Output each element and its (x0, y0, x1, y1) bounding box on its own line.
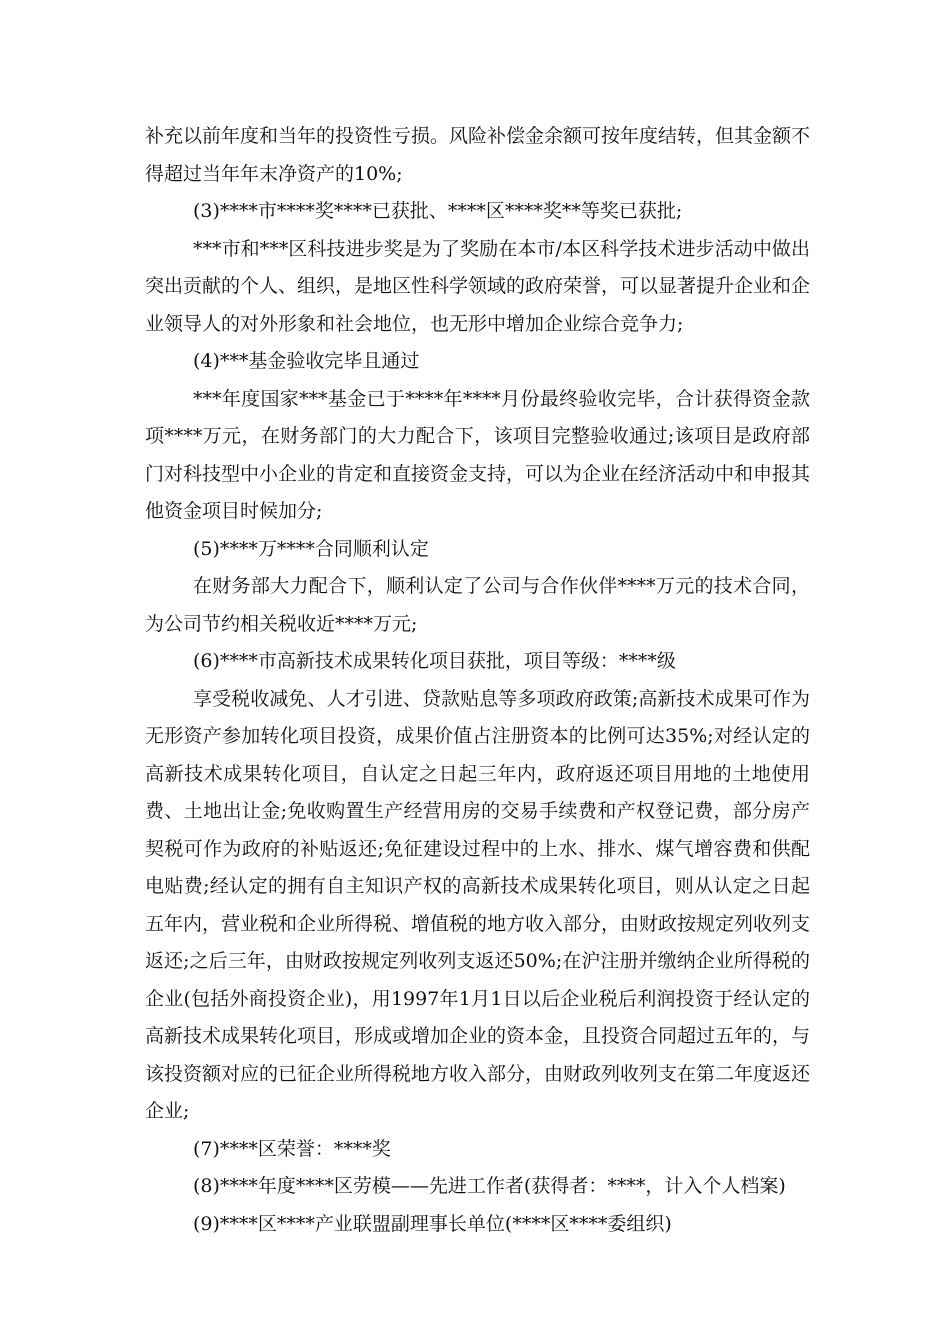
paragraph-12: (9)****区****产业联盟副理事长单位(****区****委组织) (193, 1212, 672, 1235)
paragraph-8: (6)****市高新技术成果转化项目获批，项目等级：****级 (193, 650, 676, 672)
paragraph-5: ***年度国家***基金已于****年****月份最终验收完毕，合计获得资金款项****万元，在财务部门的大力配合下，该项目完整验收通过;该项目是政府部门对科技型中小企业的肯定和直接资金支持，可以为企业在经济活动中和申报其他资金项目时候加分; (145, 387, 811, 522)
paragraph-10: (7)****区荣誉：****奖 (193, 1137, 391, 1160)
document-body (145, 118, 810, 1243)
paragraph-4: (4)***基金验收完毕且通过 (193, 350, 420, 372)
paragraph-2: (3)****市****奖****已获批、****区****奖**等奖已获批; (193, 200, 683, 222)
paragraph-1: 补充以前年度和当年的投资性亏损。风险补偿金余额可按年度结转，但其金额不得超过当年年末净资产的10%; (145, 125, 811, 185)
paragraph-9: 享受税收减免、人才引进、贷款贴息等多项政府政策;高新技术成果可作为无形资产参加转化项目投资，成果价值占注册资本的比例可达35%;对经认定的高新技术成果转化项目，自认定之日起三年内，政府返还项目用地的土地使用费、土地出让金;免收购置生产经营用房的交易手续费和产权登记费，部分房产契税可作为政府的补贴返还;免征建设过程中的上水、排水、煤气增容费和供配电贴费;经认定的拥有自主知识产权的高新技术成果转化项目，则从认定之日起五年内，营业税和企业所得税、增值税的地方收入部分，由财政按规定列收列支返还;之后三年，由财政按规定列收列支返还50%;在沪注册并缴纳企业所得税的企业(包括外商投资企业)，用1997年1月1日以后企业税后利润投资于经认定的高新技术成果转化项目，形成或增加企业的资本金，且投资合同超过五年的，与该投资额对应的已征企业所得税地方收入部分，由财政列收列支在第二年度返还企业; (145, 687, 811, 1122)
paragraph-7: 在财务部大力配合下，顺利认定了公司与合作伙伴****万元的技术合同，为公司节约相关税收近****万元; (145, 575, 810, 635)
paragraph-3: ***市和***区科技进步奖是为了奖励在本市/本区科学技术进步活动中做出突出贡献的个人、组织，是地区性科学领域的政府荣誉，可以显著提升企业和企业领导人的对外形象和社会地位，也无形中增加企业综合竞争力; (145, 237, 811, 335)
paragraph-11: (8)****年度****区劳模——先进工作者(获得者：****，计入个人档案) (193, 1175, 786, 1197)
paragraph-6: (5)****万****合同顺利认定 (193, 537, 429, 560)
